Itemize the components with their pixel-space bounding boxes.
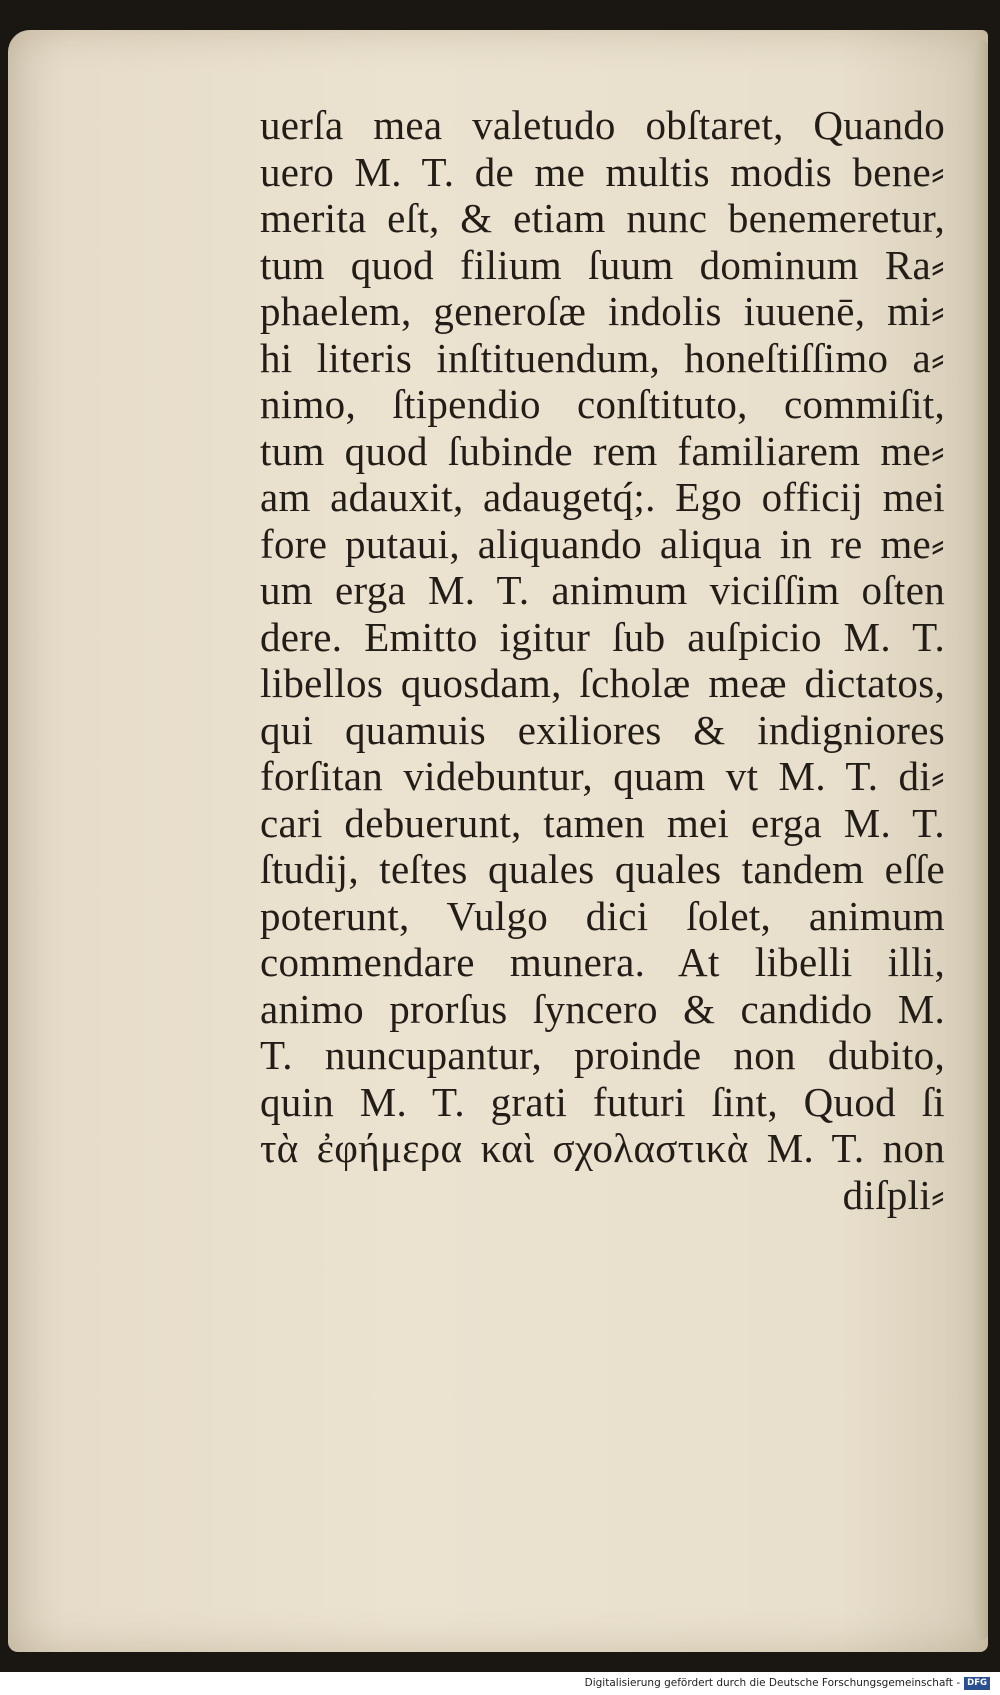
text-line: ſtudij, teſtes quales quales tandem eſſe (260, 846, 945, 892)
text-line: fore putaui, aliquando aliqua in re me⸗ (260, 520, 945, 567)
text-line: am adauxit, adaugetq́;. Ego officij mei (260, 474, 945, 520)
text-line: cari debuerunt, tamen mei erga M. T. (260, 799, 945, 846)
text-line: diſpli⸗ (842, 1171, 945, 1218)
text-line: merita eſt, & etiam nunc benemeretur, (260, 195, 945, 241)
text-line: tum quod ſubinde rem familiarem me⸗ (260, 427, 945, 474)
page-text (260, 102, 960, 1218)
text-line: phaelem, generoſæ indolis iuuenē, mi⸗ (260, 288, 945, 334)
footer-credit-text: Digitalisierung gefördert durch die Deutsche Forschungsgemeinschaft - (584, 1677, 961, 1689)
text-line: uero M. T. de me multis modis bene⸗ (260, 148, 945, 195)
text-line: nimo, ſtipendio conſtituto, commiſit, (260, 381, 945, 427)
text-line: poterunt, Vulgo dici ſolet, animum (260, 892, 945, 939)
text-line: dere. Emitto igitur ſub auſpicio M. T. (260, 613, 945, 660)
text-line: quin M. T. grati futuri ſint, Quod ſi (260, 1078, 945, 1125)
digitization-footer (585, 1675, 990, 1691)
text-line: uerſa mea valetudo obſtaret, Quando (260, 102, 945, 148)
text-line: forſitan videbuntur, quam vt M. T. di⸗ (260, 753, 945, 799)
text-line: hi literis inſtituendum, honeſtiſſimo a⸗ (260, 334, 945, 381)
text-line: libellos quosdam, ſcholæ meæ dictatos, (260, 660, 945, 706)
dfg-logo: DFG (964, 1677, 990, 1690)
text-line: T. nuncupantur, proinde non dubito, (260, 1032, 945, 1078)
text-line: tum quod filium ſuum dominum Ra⸗ (260, 241, 945, 288)
text-line: qui quamuis exiliores & indigniores (260, 706, 945, 753)
page-edge (974, 40, 988, 1640)
text-line: commendare munera. At libelli illi, (260, 939, 945, 985)
text-line: um erga M. T. animum viciſſim oſten (260, 567, 945, 613)
text-line: animo prorſus ſyncero & candido M. (260, 985, 945, 1032)
text-line: τὰ ἐφήμερα καὶ σχολαστικὰ M. T. non (260, 1125, 945, 1171)
